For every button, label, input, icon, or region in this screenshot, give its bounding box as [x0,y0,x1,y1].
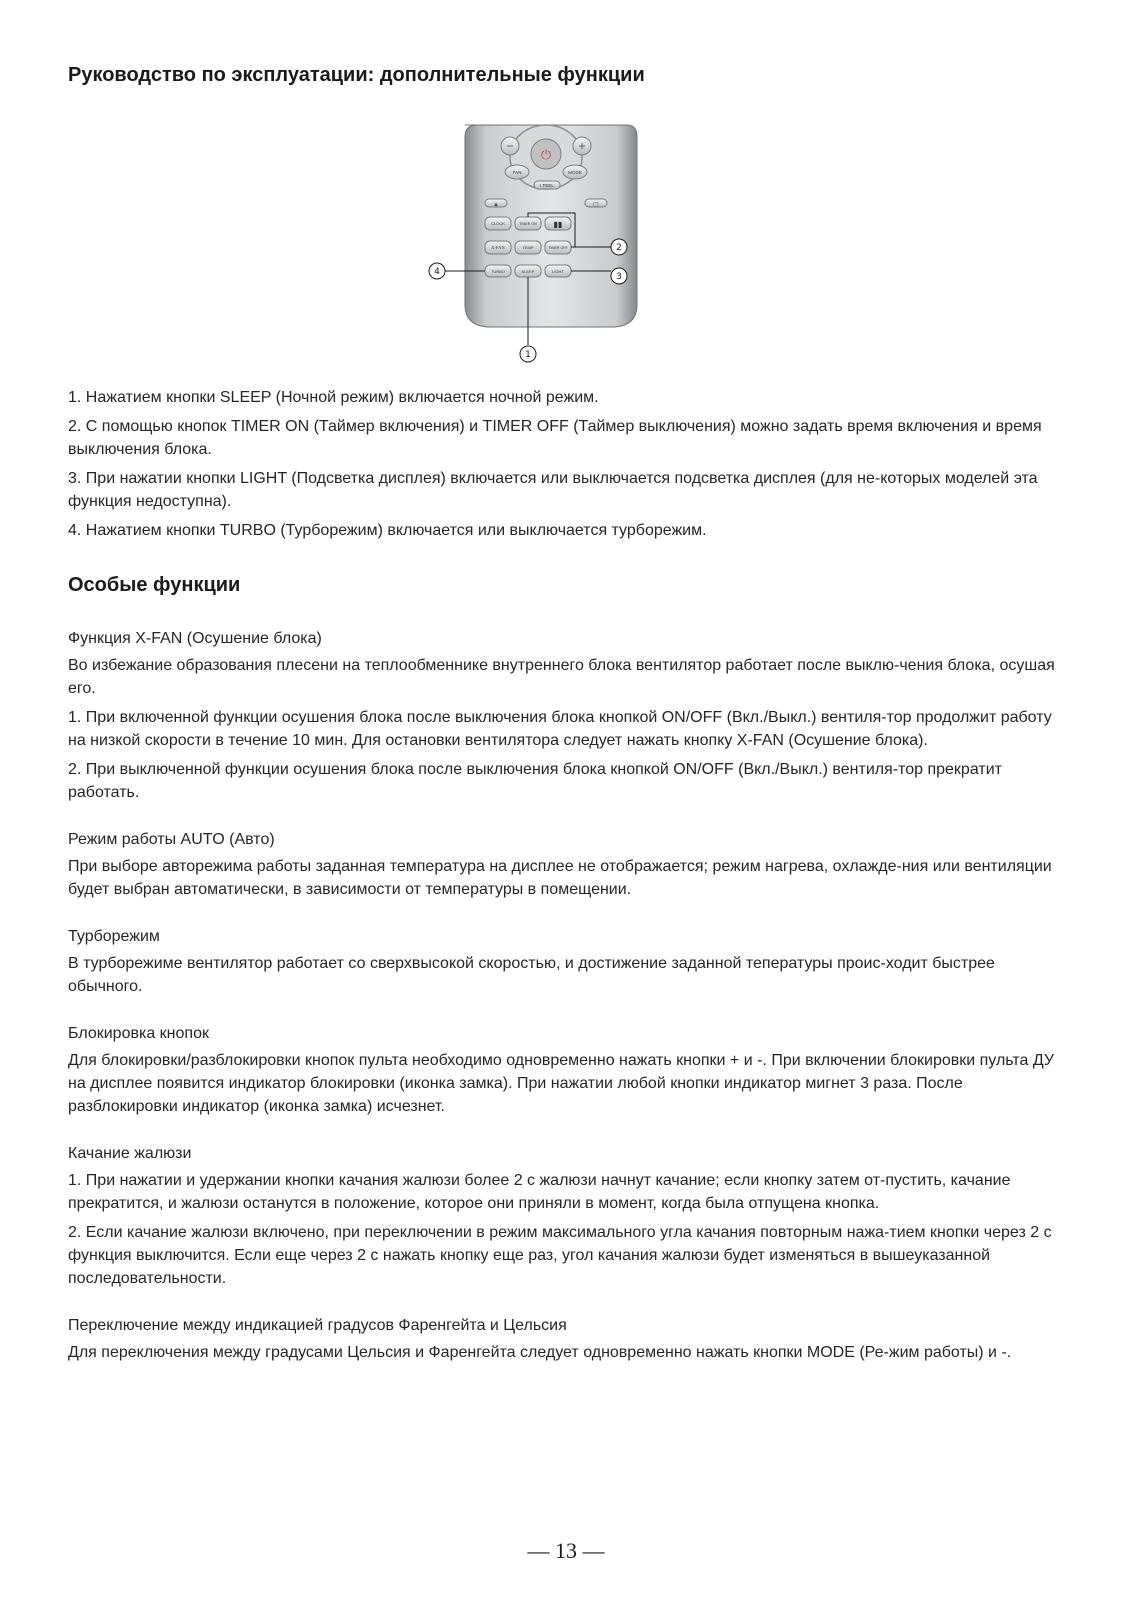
timer-on-label: TIMER ON [519,222,537,226]
fan-label: FAN [512,170,522,175]
paragraph: В турборежиме вентилятор работает со сверхвысокой скоростью, и достижение заданной тепературы проис-ходит быстрее обычного. [68,955,995,995]
timer-off-label: TIMER OFF [548,246,568,250]
ifeel-label: I FEEL [540,183,554,188]
svg-text:−: − [506,139,514,153]
sleep-label: SLEEP [521,269,535,274]
page-title: Руководство по эксплуатации: дополнительные функции [68,64,645,86]
block-heading: Переключение между индикацией градусов Фаренгейта и Цельсия [68,1317,567,1334]
temp-label: TEMP [522,245,534,250]
light-label: LIGHT [552,269,564,274]
button-lock-block [68,1022,1064,1118]
display-icon: ▢ [593,202,599,208]
remote-control-figure [434,125,655,375]
callout-1-label: 1 [525,350,531,360]
power-icon: ⏻ [540,147,552,162]
paragraph: 2. При выключенной функции осушения блока после выключения блока кнопкой ON/OFF (Вкл./Выкл.) вентиля-тор прекратит работать. [68,761,1002,801]
fan-speed-icon: ▮▮ [553,220,563,229]
paragraph: Для переключения между градусами Цельсия и Фаренгейта следует одновременно нажать кнопки MODE (Ре-жим работы) и -. [68,1344,1012,1361]
remote-control-illustration [434,125,655,375]
auto-mode-block [68,828,1064,901]
list-item: 1. Нажатием кнопки SLEEP (Ночной режим) включается ночной режим. [68,389,599,406]
swing-icon: ▲ [493,202,499,208]
turbo-block [68,925,1064,998]
list-item: 3. При нажатии кнопки LIGHT (Подсветка дисплея) включается или выключается подсветка дисплея (для не-которых моделей эта функция недоступна). [68,470,1038,510]
paragraph: Во избежание образования плесени на теплообменнике внутреннего блока вентилятор работает после выклю-чения блока, осушая его. [68,657,1055,697]
callout-3-label: 3 [616,272,622,282]
temperature-units-block [68,1314,1064,1364]
remote-functions-list [68,386,1064,548]
paragraph: При выборе авторежима работы заданная температура на дисплее не отображается; режим нагрева, охлажде-ния или вентиляции будет выбран автоматически, в зависимости от температуры в помещении. [68,858,1052,898]
section-title: Особые функции [68,574,241,596]
xfan-block [68,627,1064,804]
block-heading: Функция X-FAN (Осушение блока) [68,630,322,647]
swing-block [68,1142,1064,1290]
paragraph: 2. Если качание жалюзи включено, при переключении в режим максимального угла качания повторным нажа-тием кнопки через 2 с функция выключится. Если еще через 2 с нажать кнопку еще раз, угол качания жалюзи будет изменяться в вышеуказанной последовательности. [68,1224,1052,1287]
callout-2-label: 2 [616,243,622,253]
svg-text:+: + [578,139,586,153]
block-heading: Блокировка кнопок [68,1025,209,1042]
mode-label: MODE [568,170,582,175]
xfan-label: X-FAN [491,245,505,250]
callout-4-label: 4 [434,267,440,277]
clock-label: CLOCK [491,221,505,226]
special-functions-section [68,627,1064,1388]
block-heading: Турборежим [68,928,160,945]
page-number: — 13 — [527,1538,605,1563]
turbo-label: TURBO [491,269,505,274]
paragraph: Для блокировки/разблокировки кнопок пульта необходимо одновременно нажать кнопки + и -. При включении блокировки пульта ДУ на дисплее появится индикатор блокировки (иконка замка). При нажатии любой кнопки индикатор мигнет 3 раза. После разблокировки индикатор (иконка замка) исчезнет. [68,1052,1055,1115]
paragraph: 1. При включенной функции осушения блока после выключения блока кнопкой ON/OFF (Вкл./Выкл.) вентиля-тор продолжит работу на низкой скорости в течение 10 мин. Для остановки вентилятора следует нажать кнопку X-FAN (Осушение блока). [68,709,1052,749]
block-heading: Качание жалюзи [68,1145,192,1162]
paragraph: 1. При нажатии и удержании кнопки качания жалюзи более 2 с жалюзи начнут качание; если кнопку затем от-пустить, качание прекратится, и жалюзи останутся в положение, которое они приняли в момент, когда была отпущена кнопка. [68,1172,1011,1212]
list-item: 2. С помощью кнопок TIMER ON (Таймер включения) и TIMER OFF (Таймер выключения) можно задать время включения и время выключения блока. [68,418,1042,458]
list-item: 4. Нажатием кнопки TURBO (Турборежим) включается или выключается турборежим. [68,522,707,539]
block-heading: Режим работы AUTO (Авто) [68,831,275,848]
